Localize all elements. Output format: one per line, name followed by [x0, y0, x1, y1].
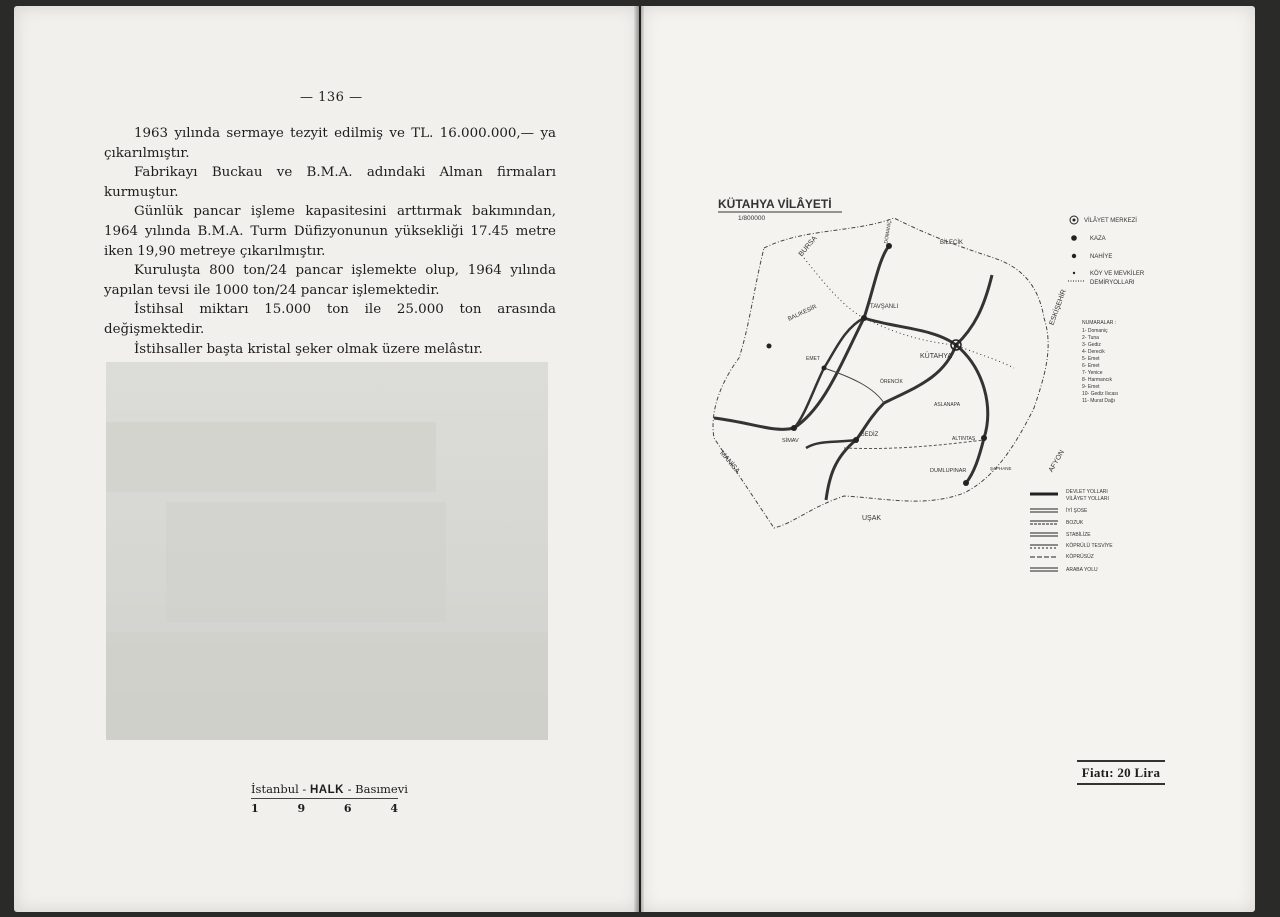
legend-label: VİLÂYET MERKEZİ: [1084, 218, 1137, 224]
map-scale: 1/800000: [738, 215, 766, 222]
legend-item: 3- Gediz: [1082, 342, 1101, 348]
paragraph: 1963 yılında sermaye tezyit edilmiş ve TL. 16.000.000,— ya çıkarılmıştır.: [104, 126, 556, 161]
legend-label: NAHİYE: [1090, 254, 1113, 260]
map-neighbor-label: MANİSA: [718, 449, 741, 475]
factory-photo: [106, 362, 548, 740]
map-label: ASLANAPA: [934, 402, 961, 408]
photo-ground: [106, 632, 548, 740]
map-label: KÜTAHYA: [920, 353, 953, 360]
photo-building: [106, 422, 436, 492]
legend-label: KAZA: [1090, 236, 1106, 242]
map-label: GEDİZ: [860, 432, 879, 438]
map-label: DUMLUPINAR: [930, 468, 967, 474]
year-digit: 4: [390, 802, 398, 815]
year-digit: 1: [251, 802, 259, 815]
numbered-legend: [1082, 320, 1118, 404]
map-label: TAVŞANLI: [870, 304, 899, 310]
legend-label: DEMİRYOLLARI: [1090, 280, 1135, 286]
paragraph: İstihsal miktarı 15.000 ton ile 25.000 ton arasında değişmektedir.: [104, 302, 556, 337]
book-gutter: [634, 6, 644, 912]
legend-item: 6- Emet: [1082, 363, 1100, 369]
map-title: KÜTAHYA VİLÂYETİ: [718, 197, 832, 211]
road-legend: [1030, 489, 1113, 573]
legend-label: BOZUK: [1066, 520, 1084, 526]
imprint-city: İstanbul -: [251, 782, 310, 796]
map-neighbor-label: BALIKESİR: [787, 304, 818, 323]
legend-item: 10- Gediz Ilıcası: [1082, 391, 1119, 397]
imprint: [251, 782, 408, 815]
legend-label: KÖY VE MEVKİLER: [1090, 271, 1145, 277]
legend-item: 11- Murat Dağı: [1082, 398, 1115, 404]
map-neighbor-label: ESKİŞEHİR: [1048, 288, 1068, 327]
page-number: — 136 —: [300, 90, 363, 105]
map-label: DOMANİÇ: [883, 219, 894, 245]
legend-item: 5- Emet: [1082, 356, 1100, 362]
map-label: EMET: [806, 356, 820, 362]
legend-item: 8- Harmancık: [1082, 377, 1113, 383]
map-neighbor-label: BURSA: [797, 234, 819, 258]
numbered-legend-title: NUMARALAR :: [1082, 320, 1117, 326]
map-label: ALTINTAŞ: [952, 436, 976, 442]
year-digit: 6: [343, 802, 352, 815]
map-label: ŞAPHANE: [990, 466, 1012, 471]
legend-label: İYİ ŞOSE: [1066, 508, 1088, 514]
year-digit: 9: [297, 802, 306, 815]
imprint-suffix: - Basımevi: [343, 782, 408, 796]
legend-label: DEVLET YOLLARI: [1066, 489, 1108, 495]
map-label: BİLECİK: [940, 240, 964, 246]
legend-item: 1- Domaniç: [1082, 328, 1108, 334]
body-text: [104, 124, 556, 359]
legend-item: 9- Emet: [1082, 384, 1100, 390]
price-label: Fiatı: 20 Lira: [1077, 760, 1165, 785]
legend-label: KÖPRÜSÜZ: [1066, 554, 1094, 560]
photo-building: [166, 502, 446, 622]
symbol-legend: [1068, 216, 1145, 286]
map-neighbor-label: UŞAK: [862, 515, 882, 522]
paragraph: Kuruluşta 800 ton/24 pancar işlemekte olup, 1964 yılında yapılan tevsi ile 1000 ton/24 pancar işlemektedir.: [104, 263, 556, 298]
map-neighbor-label: AFYON: [1047, 449, 1066, 474]
imprint-publisher: HALK: [309, 784, 344, 796]
kutahya-province-map: [694, 178, 1154, 588]
paragraph: Günlük pancar işleme kapasitesini arttırmak bakımından, 1964 yılında B.M.A. Turm Düfizyonunun yüksekliği 17.45 metre iken 19,90 metreye çıkarılmıştır.: [104, 204, 556, 259]
legend-item: 7- Yenice: [1082, 370, 1103, 376]
imprint-year: [251, 799, 398, 815]
legend-item: 2- Tuna: [1082, 335, 1099, 341]
paragraph: Fabrikayı Buckau ve B.M.A. adındaki Alman firmaları kurmuştur.: [104, 165, 556, 200]
legend-item: 4- Derecik: [1082, 349, 1105, 355]
legend-label: VİLÂYET YOLLARI: [1066, 496, 1109, 502]
legend-label: KÖPRÜLÜ TESVİYE: [1066, 543, 1113, 549]
map-label: ÖRENCİK: [880, 379, 903, 385]
legend-label: ARABA YOLU: [1066, 567, 1098, 573]
map-label: SİMAV: [782, 438, 799, 444]
paragraph: İstihsaller başta kristal şeker olmak üzere melâstır.: [134, 341, 483, 357]
imprint-line: [251, 782, 408, 799]
legend-label: STABİLİZE: [1066, 532, 1091, 538]
